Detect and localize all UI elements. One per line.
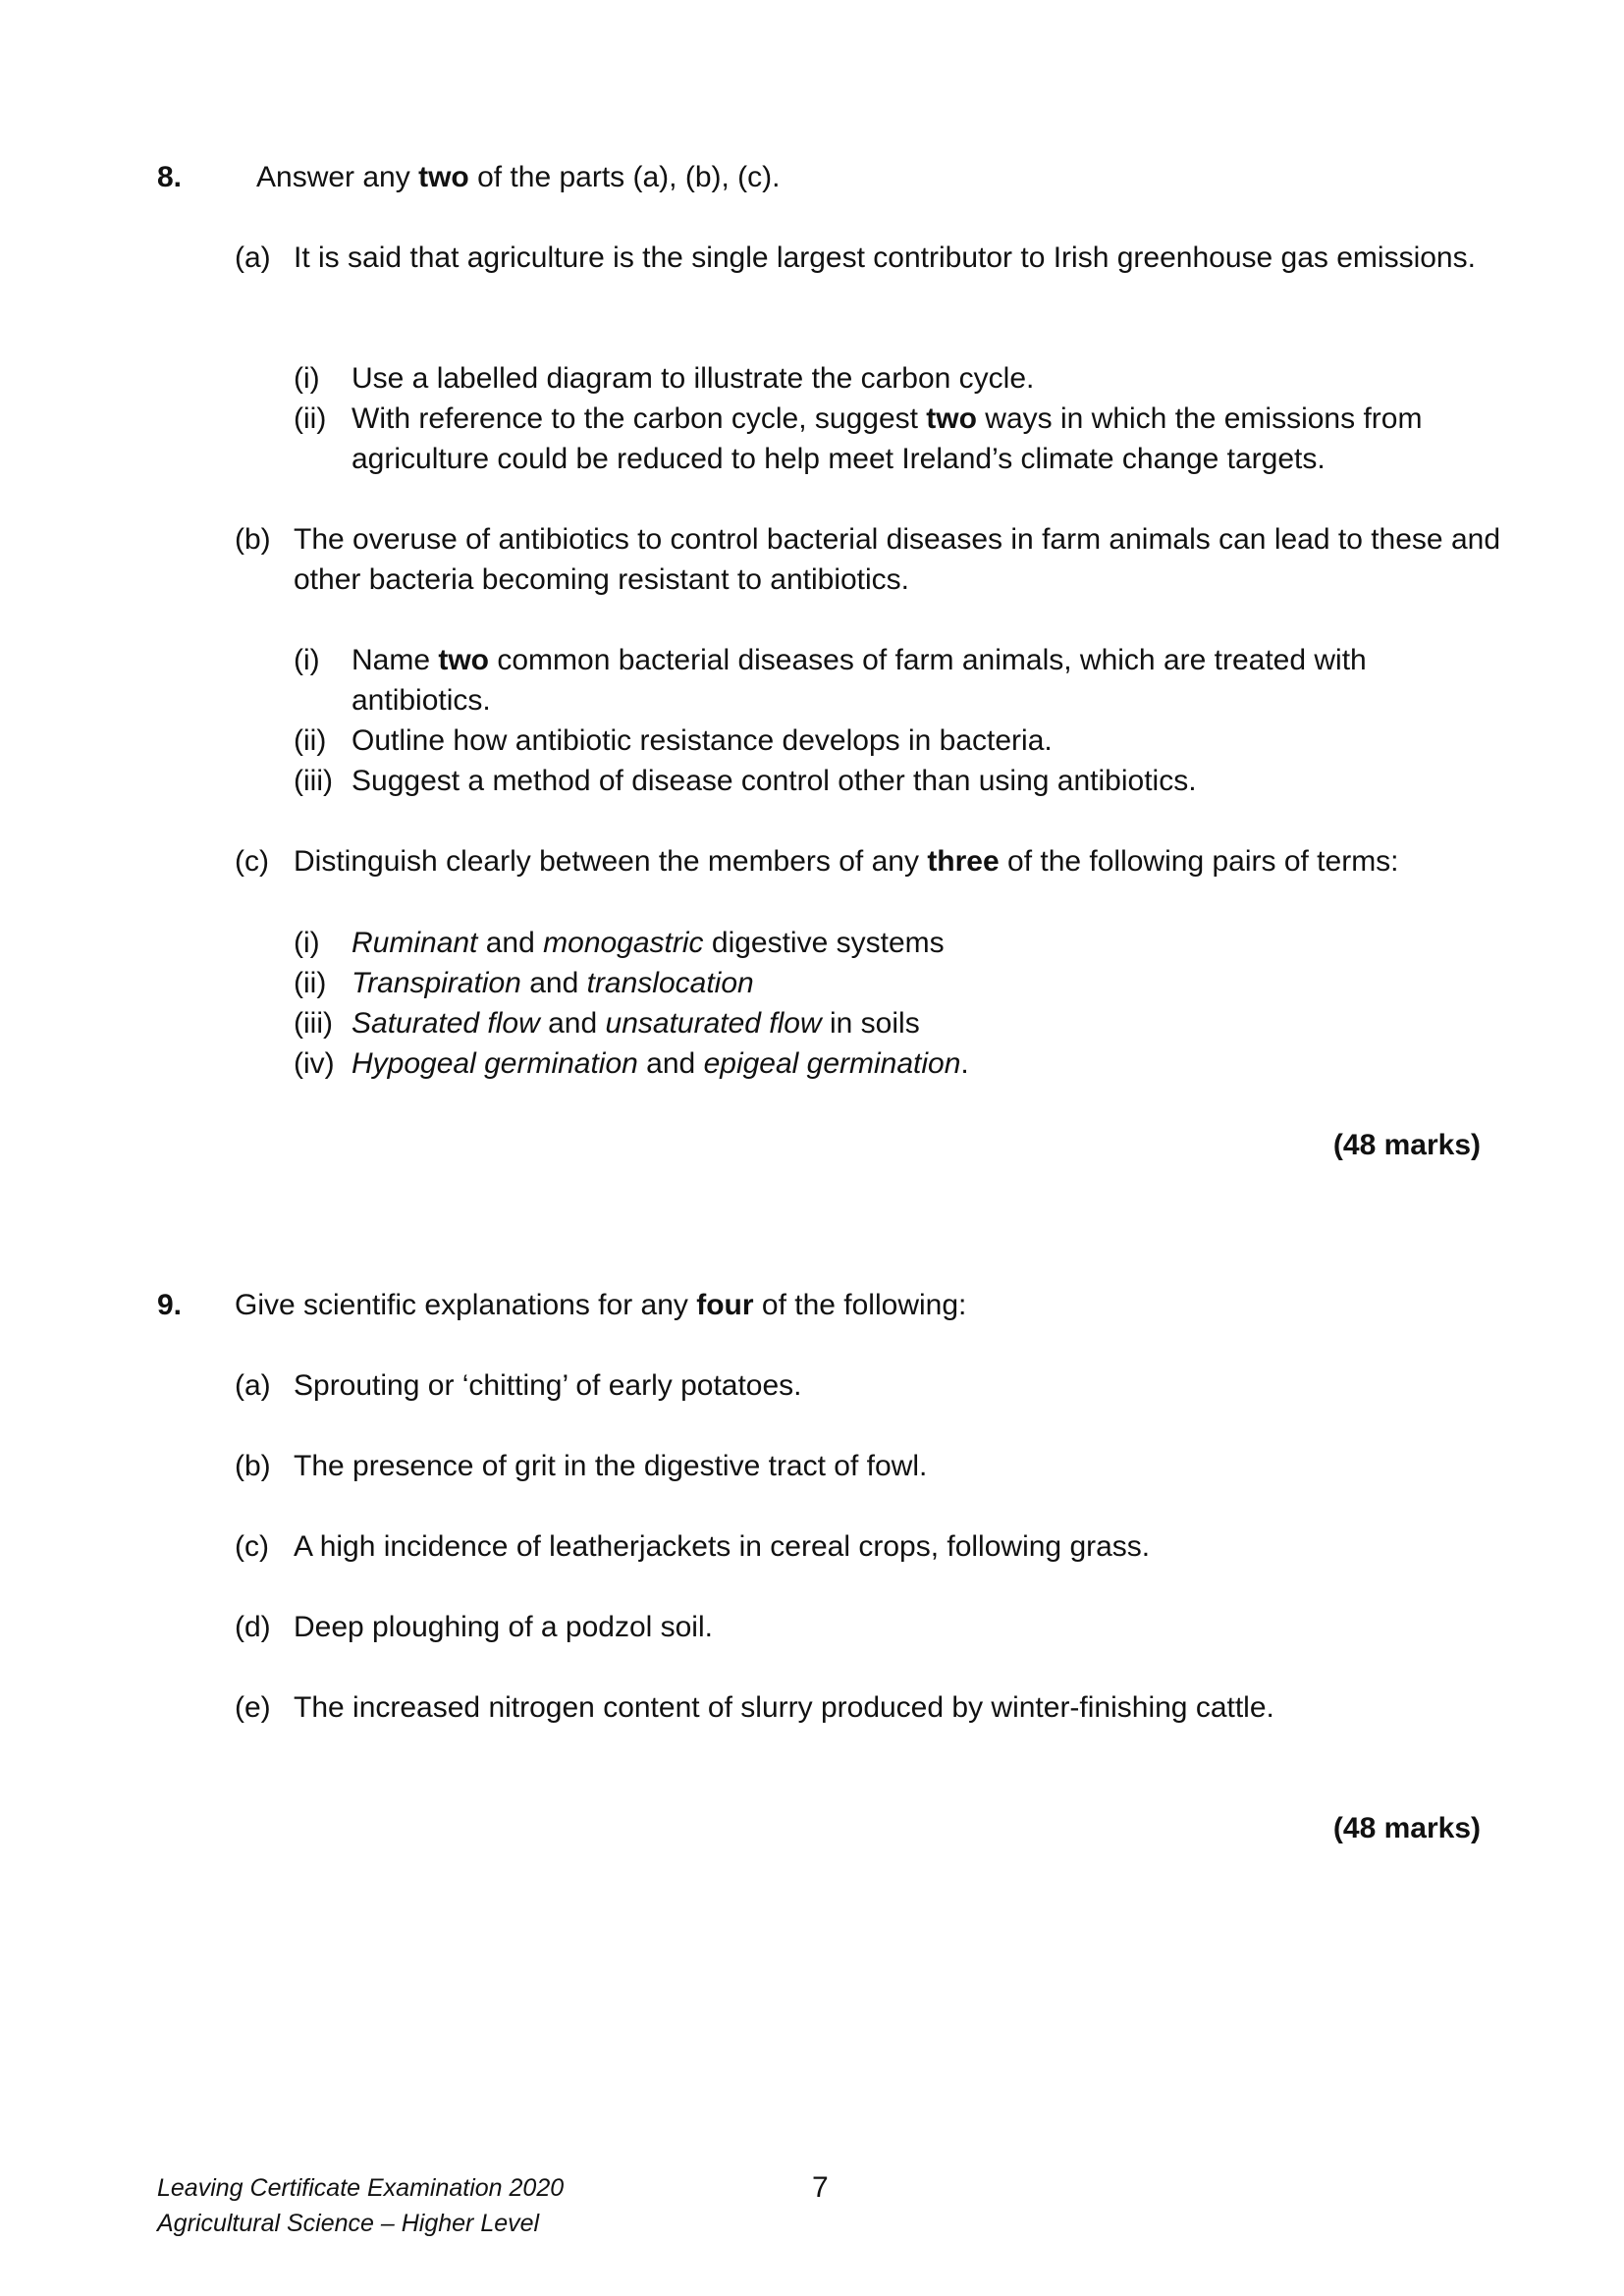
part-8b-i-text: Name two common bacterial diseases of farm animals, which are treated with antibiotics.: [352, 644, 1367, 718]
part-8a-i-text: Use a labelled diagram to illustrate the carbon cycle.: [352, 362, 1035, 395]
part-8b-label: (b): [235, 523, 271, 556]
part-8b-iii-text: Suggest a method of disease control other than using antibiotics.: [352, 765, 1197, 797]
question-8-marks: (48 marks): [1332, 1129, 1481, 1161]
part-8a-text: It is said that agriculture is the single largest contributor to Irish greenhouse gas emissions.: [294, 241, 1476, 274]
part-9e-text: The increased nitrogen content of slurry produced by winter-finishing cattle.: [294, 1691, 1274, 1724]
part-9a-text: Sprouting or ‘chitting’ of early potatoes.: [294, 1369, 802, 1402]
part-9d-text: Deep ploughing of a podzol soil.: [294, 1611, 713, 1643]
part-9c-text: A high incidence of leatherjackets in cereal crops, following grass.: [294, 1530, 1151, 1563]
part-9e-label: (e): [235, 1691, 271, 1724]
question-8-number: 8.: [157, 161, 183, 193]
part-8c-ii-text: Transpiration and translocation: [352, 967, 754, 999]
question-9-marks: (48 marks): [1332, 1812, 1481, 1844]
footer-exam-title: Leaving Certificate Examination 2020: [157, 2174, 565, 2202]
question-9-intro: Give scientific explanations for any four of the following:: [235, 1289, 967, 1321]
page-number: 7: [812, 2171, 829, 2204]
part-9b-label: (b): [235, 1450, 271, 1482]
footer-subject-level: Agricultural Science – Higher Level: [157, 2210, 540, 2237]
part-8c-ii-label: (ii): [294, 967, 327, 999]
part-9b-text: The presence of grit in the digestive tract of fowl.: [294, 1450, 928, 1482]
part-8c-text: Distinguish clearly between the members of any three of the following pairs of terms:: [294, 845, 1399, 878]
part-8c-i-label: (i): [294, 927, 320, 959]
part-8c-iii-label: (iii): [294, 1007, 333, 1040]
part-9d-label: (d): [235, 1611, 271, 1643]
part-8c-iv-text: Hypogeal germination and epigeal germination.: [352, 1047, 969, 1080]
part-8b-i-label: (i): [294, 644, 320, 676]
part-8b-text: The overuse of antibiotics to control bacterial diseases in farm animals can lead to these and other bacteria becoming resistant to antibiotics.: [294, 523, 1501, 597]
question-8-intro: Answer any two of the parts (a), (b), (c).: [256, 161, 781, 193]
part-8c-i-text: Ruminant and monogastric digestive systems: [352, 927, 945, 959]
part-8c-label: (c): [235, 845, 269, 878]
part-8b-ii-label: (ii): [294, 724, 327, 757]
part-8b-iii-label: (iii): [294, 765, 333, 797]
part-9c-label: (c): [235, 1530, 269, 1563]
part-8a-ii-text: With reference to the carbon cycle, suggest two ways in which the emissions from agriculture could be reduced to help meet Ireland’s climate change targets.: [352, 402, 1423, 476]
part-8b-ii-text: Outline how antibiotic resistance develops in bacteria.: [352, 724, 1053, 757]
part-8a-label: (a): [235, 241, 271, 274]
part-8a-ii-label: (ii): [294, 402, 327, 435]
part-8c-iii-text: Saturated flow and unsaturated flow in soils: [352, 1007, 920, 1040]
part-8a-i-label: (i): [294, 362, 320, 395]
part-9a-label: (a): [235, 1369, 271, 1402]
question-9-number: 9.: [157, 1289, 183, 1321]
part-8c-iv-label: (iv): [294, 1047, 335, 1080]
